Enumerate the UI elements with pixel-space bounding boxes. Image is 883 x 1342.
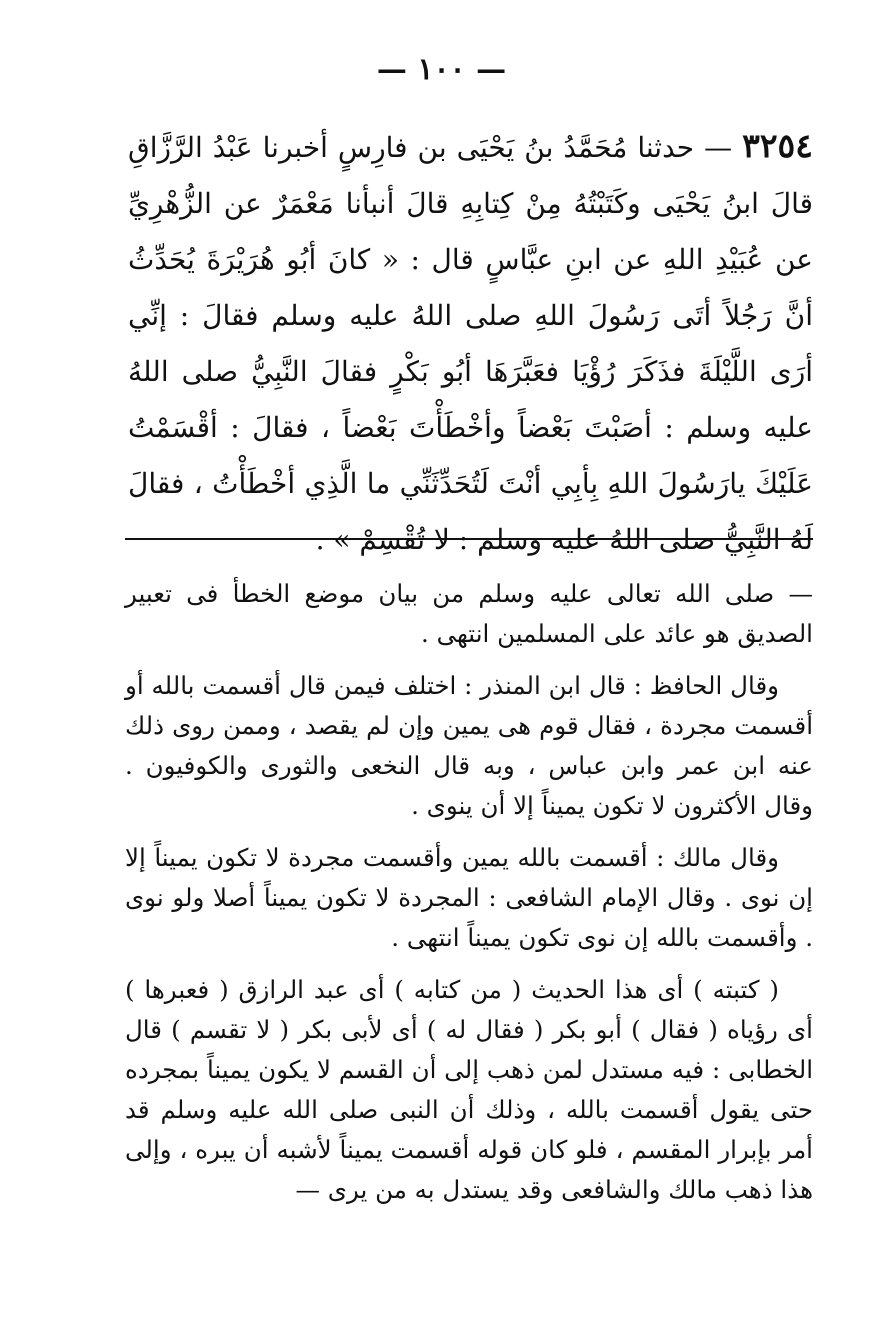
hadith-text: — حدثنا مُحَمَّدُ بنُ يَحْيَى بن فارِسٍ أخبرنا عَبْدُ الرَّزَّاقِ قالَ ابنُ يَحْيَى وكَتَبْتُهُ مِنْ كِتابِهِ قالَ أنبأنا مَعْمَرٌ عن الزُّهْرِيِّ عن عُبَيْدِ اللهِ عن ابنِ عبَّاسٍ قال : « كانَ أبُو هُرَيْرَةَ يُحَدِّثُ أنَّ رَجُلاً أتَى رَسُولَ اللهِ صلى اللهُ عليه وسلم فقالَ : إنِّي أرَى اللَّيْلَةَ فذَكَرَ رُؤْيَا فعَبَّرَهَا أبُو بَكْرٍ فقالَ النَّبِيُّ صلى اللهُ عليه وسلم : أصَبْتَ بَعْضاً وأخْطَأْتَ بَعْضاً ، فقالَ : أقْسَمْتُ عَلَيْكَ يارَسُولَ اللهِ بِأبِي أنْتَ لَتُحَدِّثَنِّي ما الَّذِي أخْطَأْتُ ، فقالَ لَهُ النَّبِيُّ صلى اللهُ عليه وسلم : لا تُقْسِمْ » . bbox=[128, 131, 813, 556]
commentary-block bbox=[125, 574, 813, 1222]
commentary-paragraph: وقال الحافظ : قال ابن المنذر : اختلف فيمن قال أقسمت بالله أو أقسمت مجردة ، فقال قوم هى يمين وإن لم يقصد ، وممن روى ذلك عنه ابن عمر وابن عباس ، وبه قال النخعى والثورى والكوفيون . وقال الأكثرون لا تكون يميناً إلا أن ينوى . bbox=[125, 671, 813, 820]
commentary-paragraph: — صلى الله تعالى عليه وسلم من بيان موضع الخطأ فى تعبير الصديق هو عائد على المسلمين انتهى . bbox=[125, 579, 813, 648]
commentary-paragraph: وقال مالك : أقسمت بالله يمين وأقسمت مجردة لا تكون يميناً إلا إن نوى . وقال الإمام الشافعى : المجردة لا تكون يميناً أصلا ولو نوى . وأقسمت بالله إن نوى تكون يميناً انتهى . bbox=[125, 843, 813, 952]
commentary-paragraph: ( كتبته ) أى هذا الحديث ( من كتابه ) أى عبد الرازق ( فعبرها ) أى رؤياه ( فقال ) أبو بكر ( فقال له ) أى لأبى بكر ( لا تقسم ) قال الخطابى : فيه مستدل لمن ذهب إلى أن القسم لا يكون يميناً بمجرده حتى يقول أقسمت بالله ، وذلك أن النبى صلى الله عليه وسلم قد أمر بإبرار المقسم ، فلو كان قوله أقسمت يميناً لأشبه أن يبره ، وإلى هذا ذهب مالك والشافعى وقد يستدل به من يرى — bbox=[125, 975, 813, 1204]
page-number: — ١٠٠ — bbox=[376, 52, 507, 87]
footnote-divider bbox=[125, 538, 813, 540]
hadith-block bbox=[128, 118, 813, 568]
hadith-number: ٣٢٥٤ bbox=[742, 126, 813, 165]
